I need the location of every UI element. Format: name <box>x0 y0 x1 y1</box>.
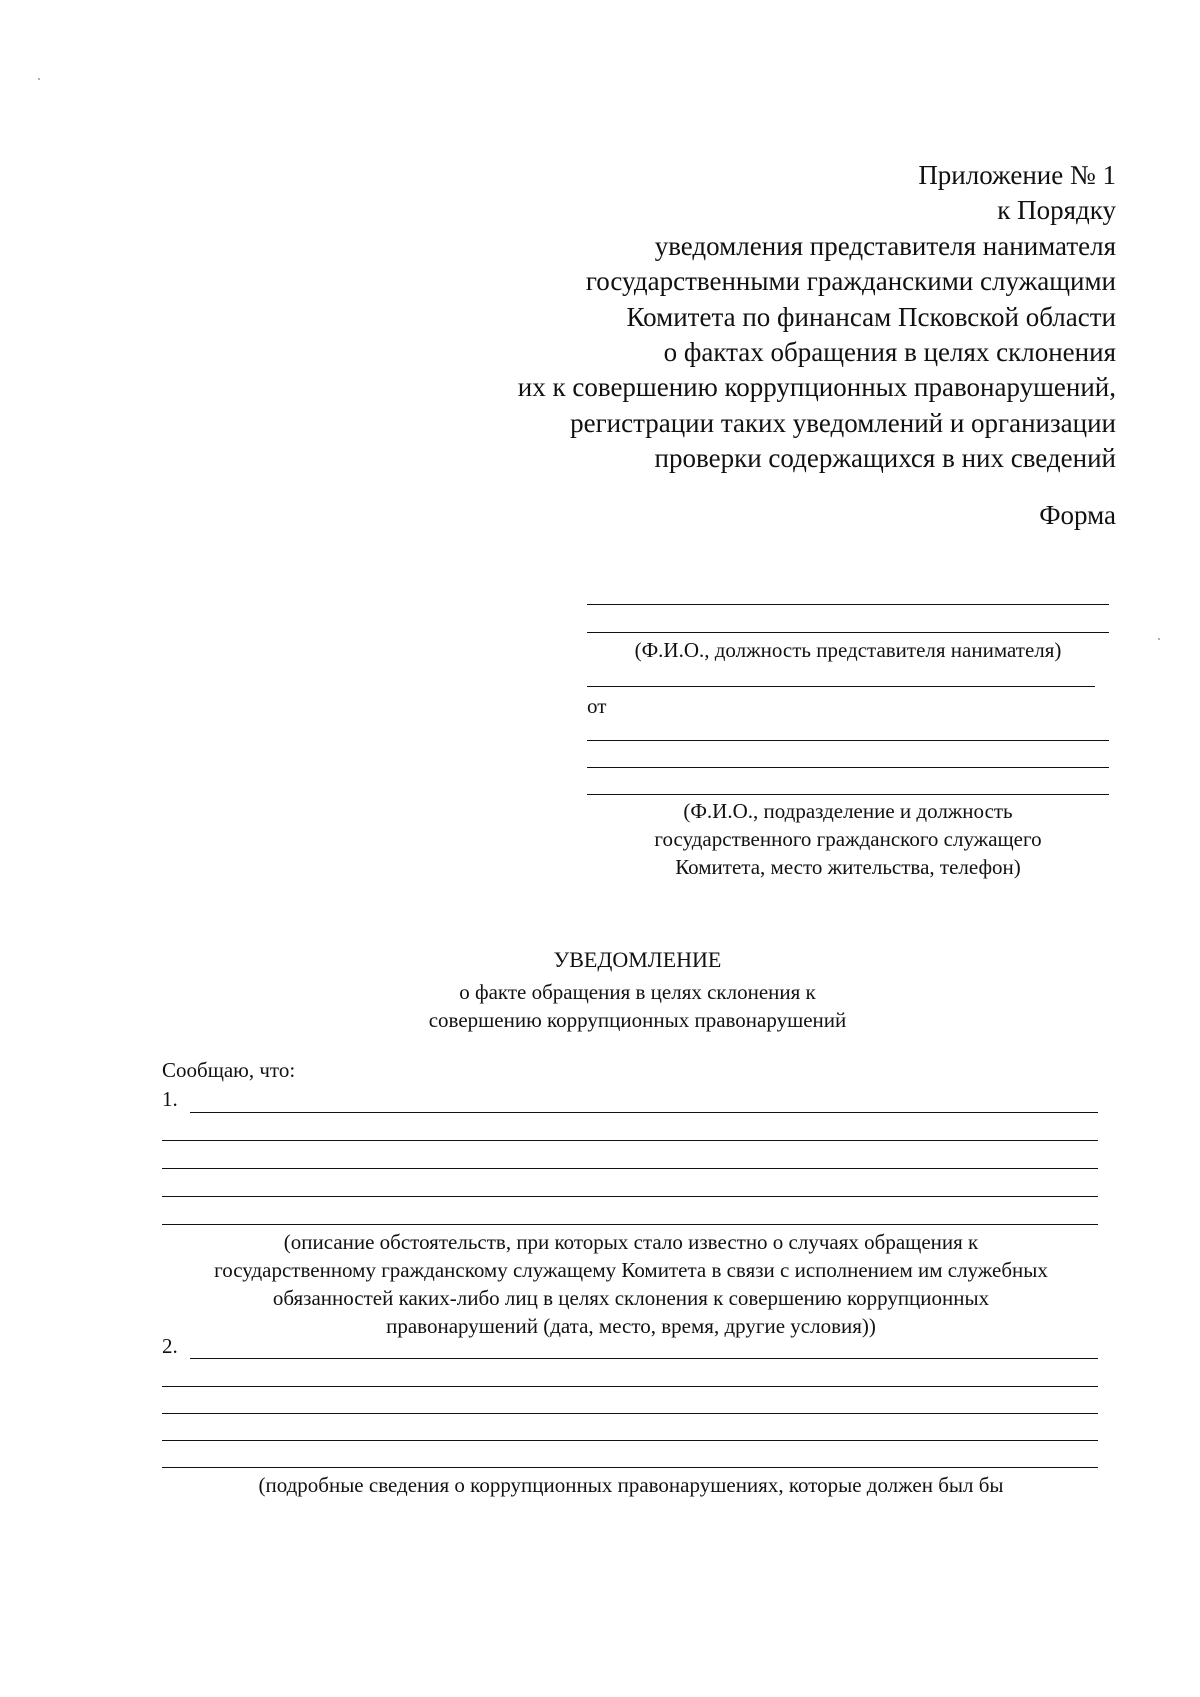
item-1-caption-line: обязанностей каких-либо лиц в целях склонения к совершению коррупционных <box>272 1286 990 1310</box>
scan-speck <box>38 78 40 80</box>
sender-line[interactable] <box>587 767 1109 768</box>
item-1-number: 1. <box>162 1087 178 1111</box>
appendix-header <box>518 158 1116 477</box>
addressee-line[interactable] <box>587 604 1109 605</box>
item-1-caption-line: правонарушений (дата, место, время, другие условия)) <box>386 1314 876 1338</box>
item-1-caption-line: государственному гражданскому служащему Комитета в связи с исполнением им служебных <box>214 1258 1048 1282</box>
addressee-caption: (Ф.И.О., должность представителя нанимателя) <box>634 638 1062 662</box>
appendix-line: государственными гражданскими служащими <box>585 266 1116 297</box>
item-2-number: 2. <box>162 1334 178 1358</box>
report-intro: Сообщаю, что: <box>162 1058 296 1082</box>
appendix-line: уведомления представителя нанимателя <box>654 230 1116 261</box>
item-2-line[interactable] <box>162 1467 1098 1468</box>
notice-title: УВЕДОМЛЕНИЕ <box>553 947 722 972</box>
form-label: Форма <box>1039 500 1116 530</box>
item-1-line[interactable] <box>162 1224 1098 1225</box>
sender-caption-line: Комитета, место жительства, телефон) <box>675 855 1021 879</box>
addressee-line[interactable] <box>587 632 1109 633</box>
item-1-line[interactable] <box>190 1112 1098 1113</box>
from-label: от <box>587 694 607 718</box>
notice-subtitle-line: совершению коррупционных правонарушений <box>428 1008 847 1032</box>
sender-caption-line: (Ф.И.О., подразделение и должность <box>683 799 1013 823</box>
item-1-line[interactable] <box>162 1168 1098 1169</box>
sender-line[interactable] <box>587 740 1109 741</box>
sender-line[interactable] <box>587 794 1109 795</box>
item-2-line[interactable] <box>190 1358 1098 1359</box>
item-2-line[interactable] <box>162 1386 1098 1387</box>
item-2-caption: (подробные сведения о коррупционных правонарушениях, которые должен был бы <box>258 1473 1004 1497</box>
item-1-caption <box>150 1228 1112 1340</box>
appendix-line: регистрации таких уведомлений и организации <box>570 407 1116 438</box>
item-1-caption-line: (описание обстоятельств, при которых стало известно о случаях обращения к <box>283 1230 979 1254</box>
appendix-line: их к совершению коррупционных правонарушений, <box>517 372 1116 403</box>
item-2-line[interactable] <box>162 1413 1098 1414</box>
item-1-line[interactable] <box>162 1140 1098 1141</box>
sender-caption <box>587 797 1109 881</box>
appendix-line: к Порядку <box>997 195 1116 226</box>
sender-caption-line: государственного гражданского служащего <box>654 827 1042 851</box>
appendix-line: Комитета по финансам Псковской области <box>626 301 1116 332</box>
notice-subtitle-line: о факте обращения в целях склонения к <box>459 980 816 1004</box>
scan-speck <box>1158 638 1160 640</box>
addressee-line[interactable] <box>587 686 1095 687</box>
item-2-line[interactable] <box>162 1440 1098 1441</box>
appendix-line: проверки содержащихся в них сведений <box>654 443 1116 474</box>
item-1-line[interactable] <box>162 1196 1098 1197</box>
appendix-line: Приложение № 1 <box>918 160 1116 190</box>
notice-subtitle <box>0 978 1200 1034</box>
appendix-line: о фактах обращения в целях склонения <box>663 337 1116 368</box>
